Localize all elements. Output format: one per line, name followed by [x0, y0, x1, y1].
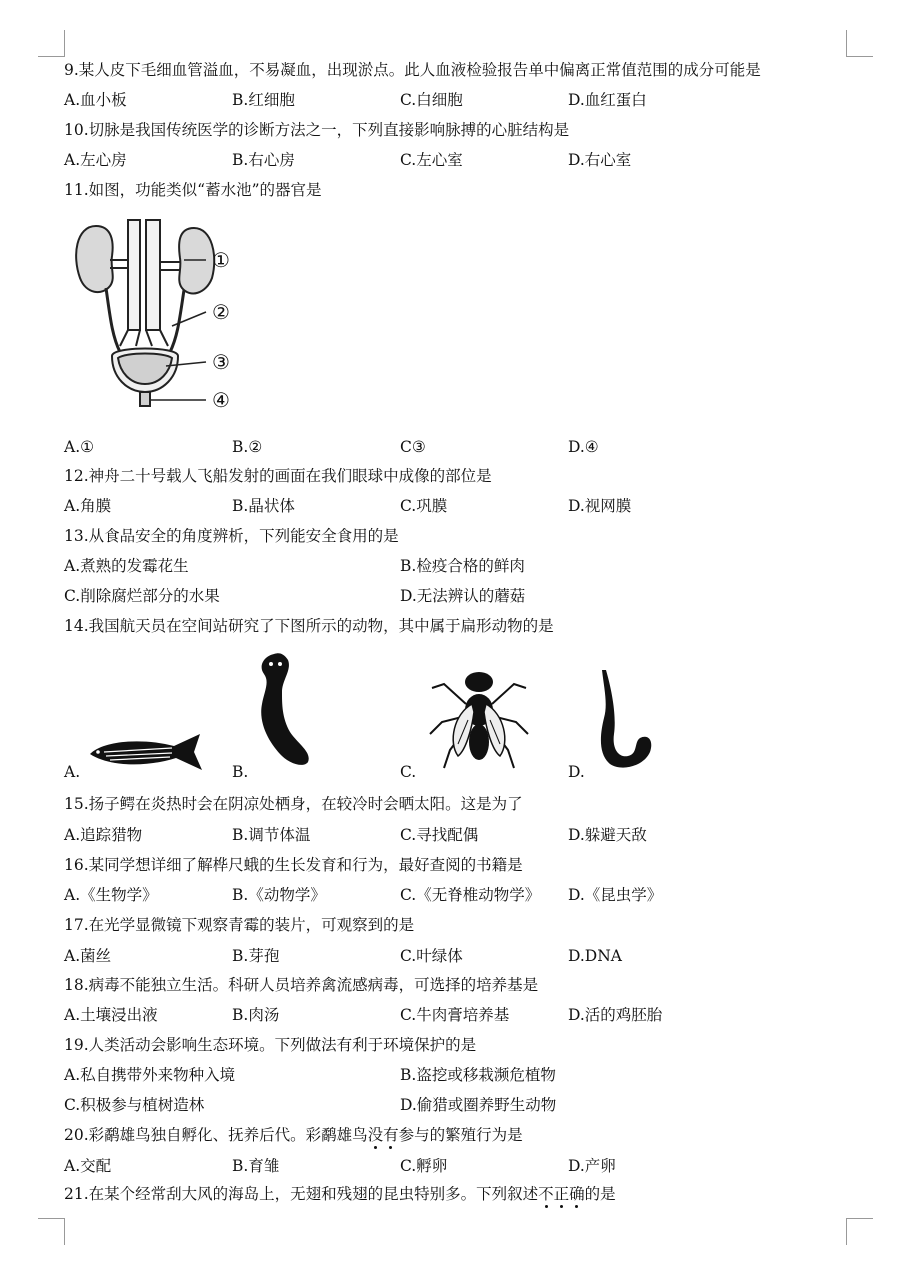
q20-stem-before: 20.彩鹬雄鸟独自孵化、抚养后代。彩鹬雄鸟: [64, 1126, 368, 1144]
question-11-stem: 11.如图，功能类似“蓄水池”的器官是: [64, 181, 322, 199]
q17-option-d: D.DNA: [568, 947, 622, 965]
q14-option-d: D.: [568, 763, 585, 781]
crop-mark-bottom-right: [846, 1218, 873, 1245]
q11-option-d: D.④: [568, 438, 599, 456]
urinary-system-figure: [66, 216, 246, 416]
planarian-figure: [252, 652, 312, 774]
q19-option-b: B.盗挖或移栽濒危植物: [400, 1066, 556, 1084]
q10-option-c: C.左心室: [400, 151, 463, 169]
q21-stem-after: 的是: [584, 1185, 616, 1203]
q20-option-c: C.孵卵: [400, 1157, 448, 1175]
q16-option-a: A.《生物学》: [64, 886, 158, 904]
crop-mark-top-left: [38, 30, 65, 57]
question-16-stem: 16.某同学想详细了解桦尺蛾的生长发育和行为，最好查阅的书籍是: [64, 856, 523, 874]
q9-option-d: D.血红蛋白: [568, 91, 647, 109]
q20-option-d: D.产卵: [568, 1157, 616, 1175]
q15-option-b: B.调节体温: [232, 826, 311, 844]
q9-option-a: A.血小板: [64, 91, 127, 109]
aorta: [128, 220, 140, 330]
q12-option-b: B.晶状体: [232, 497, 295, 515]
figure-label-1: ①: [212, 248, 230, 272]
roundworm-figure: [594, 668, 658, 774]
figure-label-2: ②: [212, 300, 230, 324]
q20-stem-after: 参与的繁殖行为是: [398, 1126, 523, 1144]
q17-option-b: B.芽孢: [232, 947, 280, 965]
crop-mark-top-right: [846, 30, 873, 57]
question-14-stem: 14.我国航天员在空间站研究了下图所示的动物，其中属于扁形动物的是: [64, 617, 554, 635]
figure-label-3: ③: [212, 350, 230, 374]
q15-option-a: A.追踪猎物: [64, 826, 143, 844]
zebrafish-figure: [84, 728, 208, 774]
q12-option-d: D.视网膜: [568, 497, 632, 515]
question-21-stem: [64, 1184, 616, 1204]
q21-stem-before: 21.在某个经常刮大风的海岛上，无翅和残翅的昆虫特别多。下列叙述: [64, 1185, 539, 1203]
q20-option-a: A.交配: [64, 1157, 112, 1175]
q15-option-c: C.寻找配偶: [400, 826, 479, 844]
q18-option-b: B.肉汤: [232, 1006, 280, 1024]
q13-option-b: B.检疫合格的鲜肉: [400, 557, 525, 575]
q14-option-c: C.: [400, 763, 417, 781]
question-19-stem: 19.人类活动会影响生态环境。下列做法有利于环境保护的是: [64, 1036, 477, 1054]
q10-option-a: A.左心房: [64, 151, 127, 169]
question-10-stem: 10.切脉是我国传统医学的诊断方法之一，下列直接影响脉搏的心脏结构是: [64, 121, 570, 139]
crop-mark-bottom-left: [38, 1218, 65, 1245]
q16-option-b: B.《动物学》: [232, 886, 326, 904]
q16-option-d: D.《昆虫学》: [568, 886, 663, 904]
question-15-stem: 15.扬子鳄在炎热时会在阴凉处栖身，在较冷时会晒太阳。这是为了: [64, 795, 523, 813]
q20-option-b: B.育雏: [232, 1157, 280, 1175]
q10-option-b: B.右心房: [232, 151, 295, 169]
q21-stem-emphasis: 不正确: [538, 1185, 585, 1203]
q17-option-c: C.叶绿体: [400, 947, 463, 965]
q16-option-c: C.《无脊椎动物学》: [400, 886, 541, 904]
q20-stem-emphasis: 没有: [368, 1126, 399, 1144]
q10-option-d: D.右心室: [568, 151, 632, 169]
q13-option-c: C.削除腐烂部分的水果: [64, 587, 220, 605]
q19-option-c: C.积极参与植树造林: [64, 1096, 205, 1114]
q19-option-d: D.偷猎或圈养野生动物: [400, 1096, 557, 1114]
q13-option-d: D.无法辨认的蘑菇: [400, 587, 526, 605]
right-ureter: [170, 290, 184, 352]
question-13-stem: 13.从食品安全的角度辨析，下列能安全食用的是: [64, 527, 399, 545]
q11-option-a: A.①: [64, 438, 95, 456]
question-20-stem: [64, 1125, 523, 1145]
q18-option-a: A.土壤浸出液: [64, 1006, 158, 1024]
vena-cava: [146, 220, 160, 330]
q17-option-a: A.菌丝: [64, 947, 112, 965]
q14-option-a: A.: [64, 763, 81, 781]
left-ureter: [106, 288, 120, 352]
q11-option-c: C③: [400, 438, 426, 456]
q9-option-b: B.红细胞: [232, 91, 295, 109]
q11-option-b: B.②: [232, 438, 263, 456]
question-12-stem: 12.神舟二十号载人飞船发射的画面在我们眼球中成像的部位是: [64, 467, 492, 485]
q12-option-a: A.角膜: [64, 497, 112, 515]
q13-option-a: A.煮熟的发霉花生: [64, 557, 189, 575]
urethra: [140, 392, 150, 406]
q15-option-d: D.躲避天敌: [568, 826, 647, 844]
q12-option-c: C.巩膜: [400, 497, 448, 515]
q19-option-a: A.私自携带外来物种入境: [64, 1066, 236, 1084]
q18-option-d: D.活的鸡胚胎: [568, 1006, 663, 1024]
q9-option-c: C.白细胞: [400, 91, 463, 109]
q14-option-b: B.: [232, 763, 249, 781]
question-9-stem: 9.某人皮下毛细血管溢血，不易凝血，出现淤点。此人血液检验报告单中偏离正常值范围的成分可能是: [64, 61, 761, 79]
q18-option-c: C.牛肉膏培养基: [400, 1006, 510, 1024]
figure-label-4: ④: [212, 388, 230, 412]
question-17-stem: 17.在光学显微镜下观察青霉的装片，可观察到的是: [64, 916, 415, 934]
question-18-stem: 18.病毒不能独立生活。科研人员培养禽流感病毒，可选择的培养基是: [64, 976, 539, 994]
left-kidney: [76, 226, 113, 292]
housefly-figure: [424, 664, 534, 774]
